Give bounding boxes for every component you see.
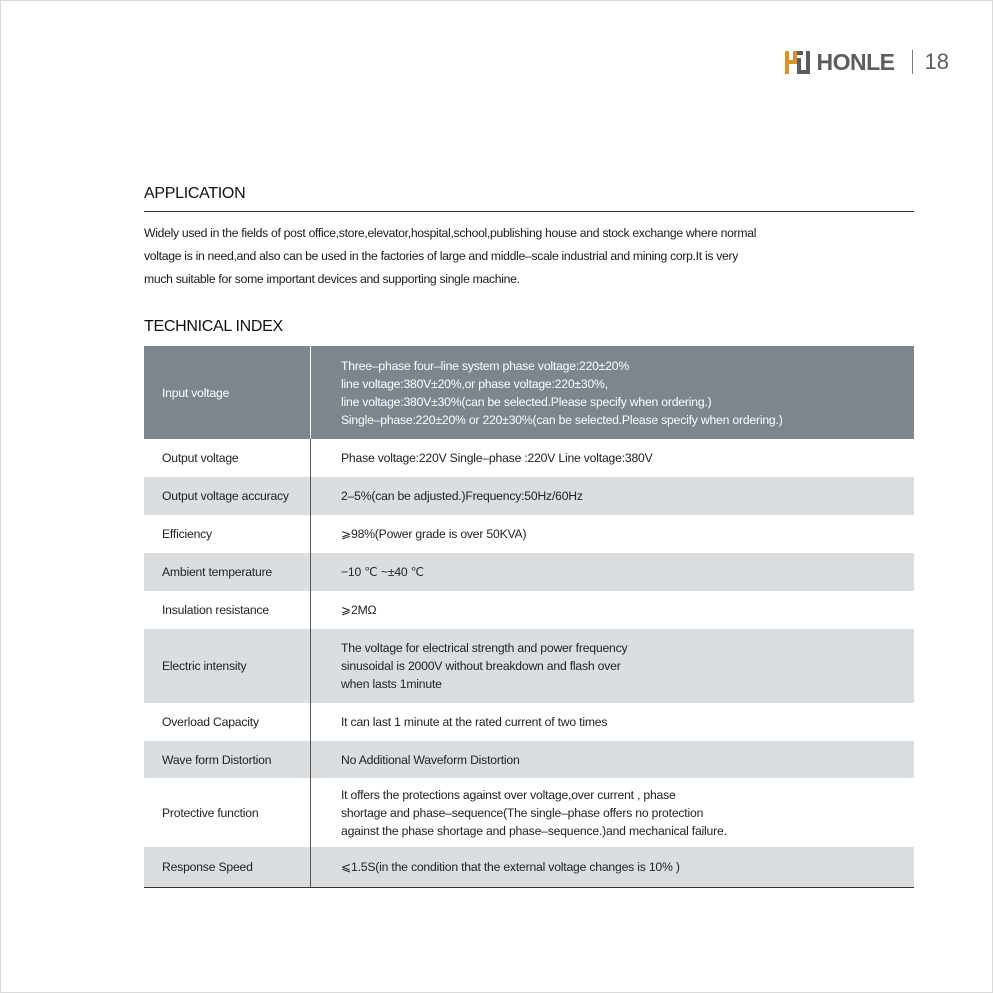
table-row — [144, 629, 914, 703]
row-value — [311, 713, 914, 731]
row-label: Input voltage — [144, 346, 311, 439]
value-line: Single–phase:220±20% or 220±30%(can be selected.Please specify when ordering.) — [341, 412, 783, 427]
table-row — [144, 477, 914, 515]
row-label: Protective function — [144, 778, 311, 847]
row-value — [311, 751, 914, 769]
row-value — [311, 525, 914, 543]
value-line: sinusoidal is 2000V without breakdown and flash over — [341, 659, 621, 673]
value-line: ⩾2MΩ — [341, 603, 377, 617]
value-line: Three–phase four–line system phase voltage:220±20% — [341, 358, 630, 373]
row-label: Response Speed — [144, 847, 311, 887]
value-line: line voltage:380V±20%,or phase voltage:220±30%, — [341, 376, 608, 391]
application-heading: APPLICATION — [144, 185, 246, 202]
row-label: Output voltage accuracy — [144, 477, 311, 515]
value-line: No Additional Waveform Distortion — [341, 752, 520, 767]
table-row — [144, 847, 914, 887]
application-line: voltage is in need,and also can be used in the factories of large and middle–scale industrial and mining corp.It is very — [144, 249, 739, 263]
row-label: Electric intensity — [144, 629, 311, 703]
spec-table — [144, 346, 914, 888]
table-row — [144, 439, 914, 477]
row-value — [311, 858, 914, 876]
header-divider — [912, 50, 913, 74]
table-row — [144, 553, 914, 591]
technical-index-heading: TECHNICAL INDEX — [144, 318, 283, 335]
value-line: It offers the protections against over voltage,over current , phase — [341, 787, 676, 802]
row-label: Efficiency — [144, 515, 311, 553]
value-line: −10 ℃ ~±40 ℃ — [341, 565, 425, 579]
value-line: It can last 1 minute at the rated current of two times — [341, 715, 608, 729]
row-value — [311, 601, 914, 619]
table-row — [144, 591, 914, 629]
row-value — [311, 639, 914, 693]
honle-logo-icon — [785, 48, 811, 76]
table-row — [144, 778, 914, 847]
table-row — [144, 741, 914, 778]
page-header — [785, 46, 949, 78]
application-line: much suitable for some important devices and supporting single machine. — [144, 272, 520, 286]
row-value — [311, 487, 914, 505]
brand-logo — [785, 48, 895, 76]
table-row — [144, 703, 914, 741]
table-row — [144, 346, 914, 439]
row-value — [311, 563, 914, 581]
row-label: Ambient temperature — [144, 553, 311, 591]
value-line: Phase voltage:220V Single–phase :220V Line voltage:380V — [341, 451, 653, 465]
row-value — [311, 449, 914, 467]
row-label: Output voltage — [144, 439, 311, 477]
value-line: against the phase shortage and phase–sequence.)and mechanical failure. — [341, 823, 727, 838]
row-label: Overload Capacity — [144, 703, 311, 741]
value-line: ⩾98%(Power grade is over 50KVA) — [341, 527, 527, 541]
value-line: The voltage for electrical strength and power frequency — [341, 641, 628, 655]
page-number: 18 — [924, 49, 949, 74]
table-row — [144, 515, 914, 553]
application-text — [144, 222, 914, 291]
value-line: 2–5%(can be adjusted.)Frequency:50Hz/60Hz — [341, 489, 583, 503]
row-label: Wave form Distortion — [144, 741, 311, 778]
value-line: when lasts 1minute — [341, 677, 442, 691]
row-value — [311, 786, 914, 840]
row-label: Insulation resistance — [144, 591, 311, 629]
value-line: ⩽1.5S(in the condition that the external voltage changes is 10% ) — [341, 860, 680, 874]
table-bottom-rule — [144, 887, 914, 888]
brand-name: HONLE — [816, 48, 895, 75]
application-line: Widely used in the fields of post office,store,elevator,hospital,school,publishing house and stock exchange where normal — [144, 226, 757, 240]
application-divider — [144, 211, 914, 212]
value-line: shortage and phase–sequence(The single–phase offers no protection — [341, 805, 704, 820]
value-line: line voltage:380V±30%(can be selected.Please specify when ordering.) — [341, 394, 712, 409]
row-value — [311, 357, 914, 429]
